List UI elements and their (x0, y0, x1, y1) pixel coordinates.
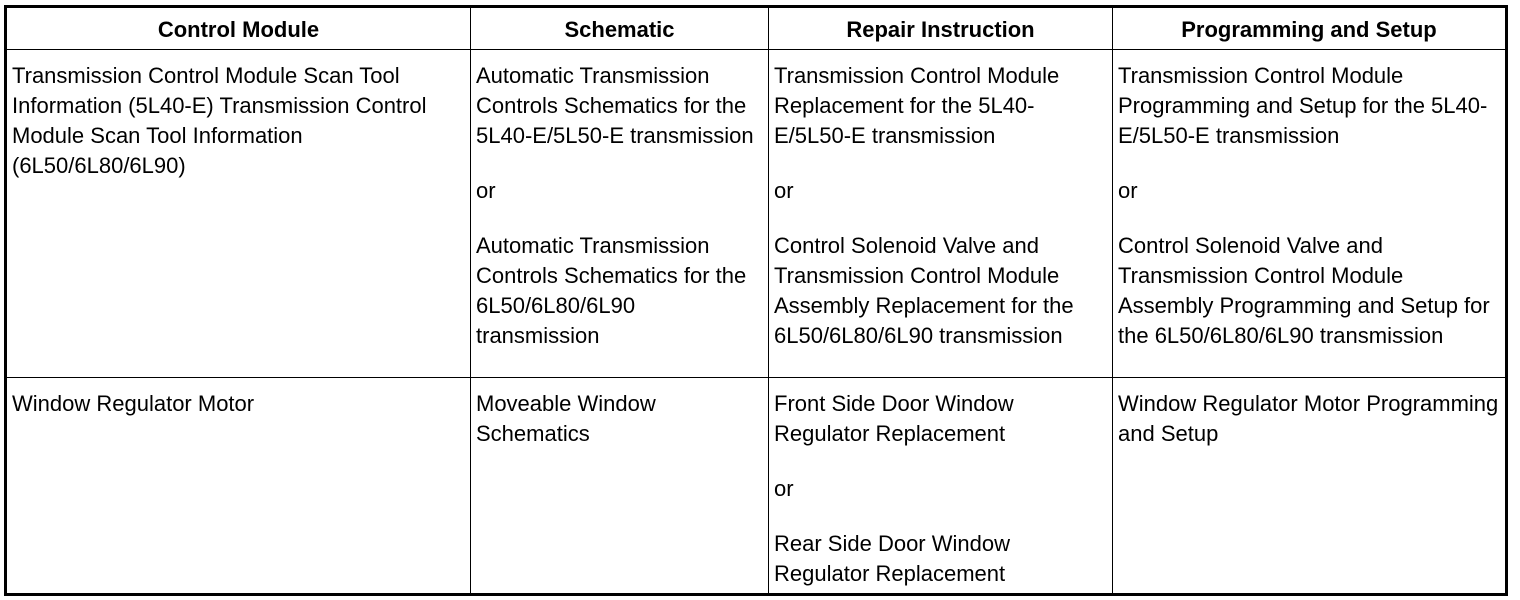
repair-link[interactable]: Transmission Control Module Replacement for the 5L40-E/5L50-E transmission (774, 63, 1060, 148)
header-programming-and-setup: Programming and Setup (1113, 7, 1507, 50)
programming-link[interactable]: Window Regulator Motor Programming and Setup (1118, 391, 1499, 446)
repair-link[interactable]: Control Solenoid Valve and Transmission Control Module Assembly Replacement for the 6L50/6L80/6L90 transmission (774, 233, 1074, 348)
cell-programming-and-setup (1113, 50, 1507, 378)
cell-repair-instruction (769, 50, 1113, 378)
cell-control-module (6, 378, 471, 595)
programming-link[interactable]: Control Solenoid Valve and Transmission Control Module Assembly Programming and Setup for the 6L50/6L80/6L90 transmission (1118, 233, 1490, 348)
header-control-module: Control Module (6, 7, 471, 50)
cell-control-module (6, 50, 471, 378)
or-text: or (1118, 178, 1138, 203)
programming-link[interactable]: Transmission Control Module Programming and Setup for the 5L40-E/5L50-E transmission (1118, 63, 1488, 148)
cell-repair-instruction (769, 378, 1113, 595)
document (4, 5, 1508, 596)
cell-programming-and-setup (1113, 378, 1507, 595)
header-repair-instruction: Repair Instruction (769, 7, 1113, 50)
cell-text: Window Regulator Motor (12, 391, 255, 416)
table-row (6, 378, 1507, 595)
schematic-link[interactable]: Automatic Transmission Controls Schematics for the 5L40-E/5L50-E transmission (476, 63, 754, 148)
control-module-table (4, 5, 1508, 596)
table-header-row (6, 7, 1507, 50)
table-row (6, 50, 1507, 378)
cell-schematic (471, 378, 769, 595)
or-text: or (476, 178, 496, 203)
header-schematic: Schematic (471, 7, 769, 50)
repair-link[interactable]: Front Side Door Window Regulator Replacement (774, 391, 1014, 446)
repair-link[interactable]: Rear Side Door Window Regulator Replacement (774, 531, 1010, 586)
cell-text: Transmission Control Module Scan Tool Information (5L40-E) Transmission Control Module Scan Tool Information (6L50/6L80/6L90) (12, 63, 427, 178)
schematic-link[interactable]: Automatic Transmission Controls Schematics for the 6L50/6L80/6L90 transmission (476, 233, 747, 348)
schematic-link[interactable]: Moveable Window Schematics (476, 391, 656, 446)
or-text: or (774, 178, 794, 203)
or-text: or (774, 476, 794, 501)
cell-schematic (471, 50, 769, 378)
